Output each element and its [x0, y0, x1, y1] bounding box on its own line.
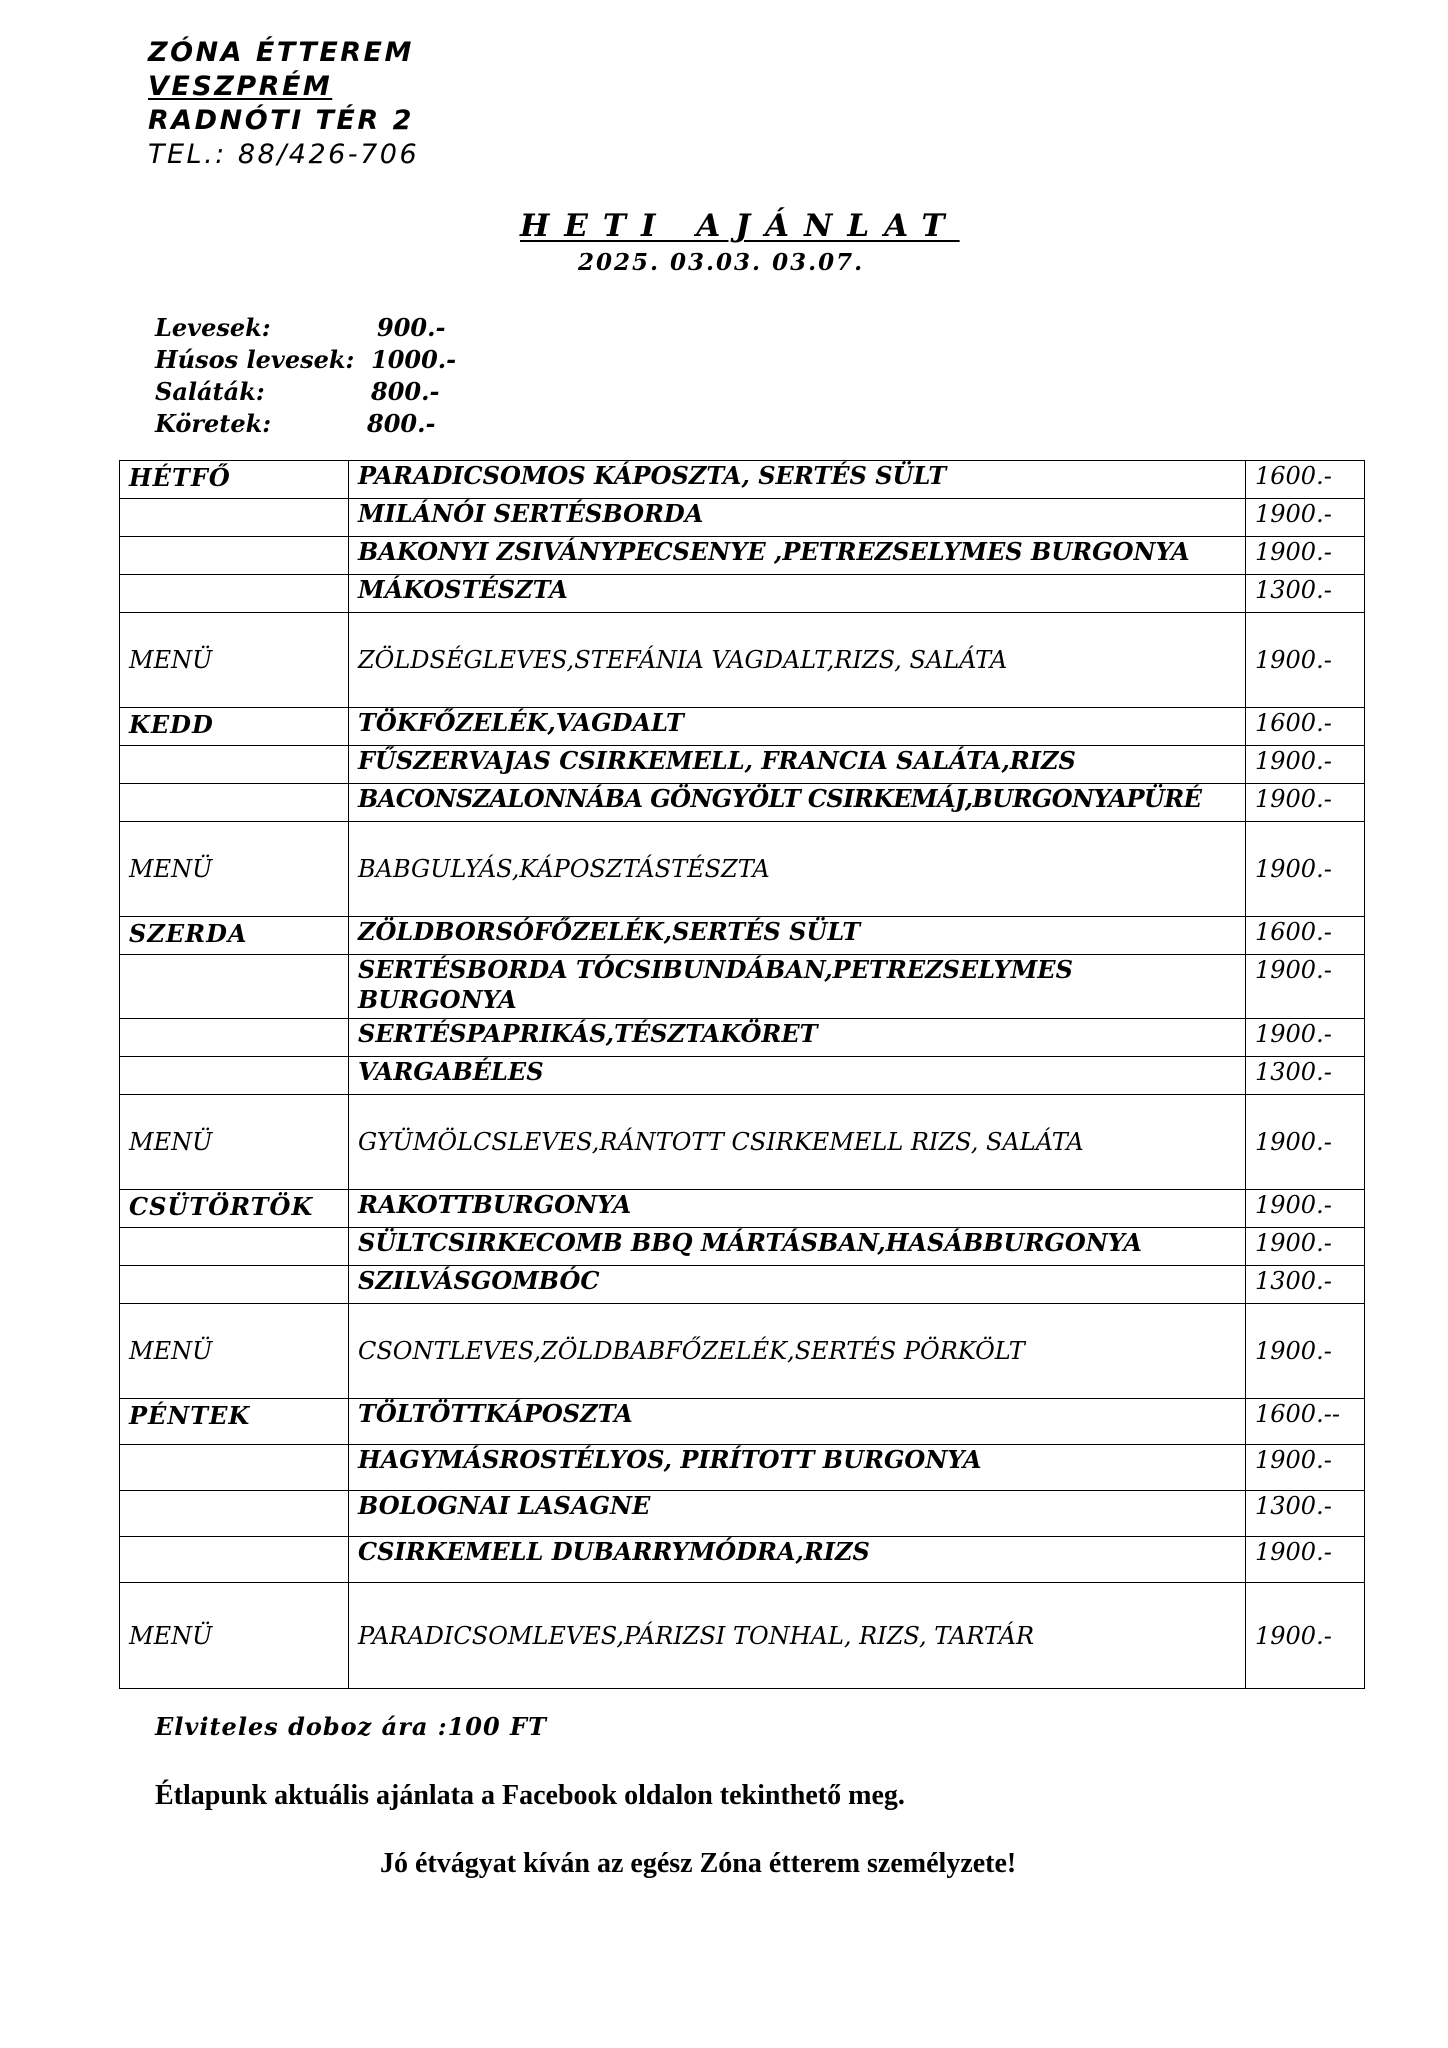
empty-day-cell: [120, 575, 349, 613]
dish-price: 1900.-: [1246, 1019, 1365, 1057]
set-menu-row: [120, 822, 1365, 917]
dish-name: BOLOGNAI LASAGNE: [349, 1491, 1246, 1537]
table-row: [120, 1266, 1365, 1304]
table-row: [120, 1228, 1365, 1266]
dish-name: [349, 955, 1246, 1019]
table-row: [120, 1537, 1365, 1583]
set-menu-label: MENÜ: [120, 1304, 349, 1399]
set-menu-row: [120, 613, 1365, 708]
dish-name: ZÖLDBORSÓFŐZELÉK,SERTÉS SÜLT: [349, 917, 1246, 955]
dish-name: MILÁNÓI SERTÉSBORDA: [349, 499, 1246, 537]
empty-day-cell: [120, 1228, 349, 1266]
dish-price: 1900.-: [1246, 1537, 1365, 1583]
dish-name: TÖKFŐZELÉK,VAGDALT: [349, 708, 1246, 746]
table-row: [120, 955, 1365, 1019]
table-row: [120, 746, 1365, 784]
dish-price: 1900.-: [1246, 1445, 1365, 1491]
table-row: [120, 1190, 1365, 1228]
dish-name: FŰSZERVAJAS CSIRKEMELL, FRANCIA SALÁTA,RIZS: [349, 746, 1246, 784]
set-menu-price: 1900.-: [1246, 1583, 1365, 1689]
greeting-text: Jó étvágyat kíván az egész Zóna étterem személyzete!: [380, 1848, 1017, 1879]
day-label: HÉTFŐ: [120, 461, 349, 499]
dish-price: 1900.-: [1246, 1190, 1365, 1228]
empty-day-cell: [120, 784, 349, 822]
set-menu-name: BABGULYÁS,KÁPOSZTÁSTÉSZTA: [349, 822, 1246, 917]
empty-day-cell: [120, 499, 349, 537]
table-row: [120, 537, 1365, 575]
empty-day-cell: [120, 1491, 349, 1537]
dish-name: TÖLTÖTTKÁPOSZTA: [349, 1399, 1246, 1445]
dish-name: VARGABÉLES: [349, 1057, 1246, 1095]
table-row: [120, 1019, 1365, 1057]
set-menu-name: CSONTLEVES,ZÖLDBABFŐZELÉK,SERTÉS PÖRKÖLT: [349, 1304, 1246, 1399]
dish-price: 1600.-: [1246, 917, 1365, 955]
dish-name: SZILVÁSGOMBÓC: [349, 1266, 1246, 1304]
day-label: KEDD: [120, 708, 349, 746]
day-label: PÉNTEK: [120, 1399, 349, 1445]
table-row: [120, 1057, 1365, 1095]
set-menu-price: 1900.-: [1246, 1095, 1365, 1190]
weekly-menu-table: [119, 460, 1365, 1689]
week-date-range: 2025. 03.03. 03.07.: [578, 249, 865, 276]
set-menu-row: [120, 1583, 1365, 1689]
dish-name: HAGYMÁSROSTÉLYOS, PIRÍTOTT BURGONYA: [349, 1445, 1246, 1491]
restaurant-phone: TEL.: 88/426-706: [148, 139, 420, 170]
dish-name: PARADICSOMOS KÁPOSZTA, SERTÉS SÜLT: [349, 461, 1246, 499]
restaurant-header: [148, 36, 419, 172]
set-menu-price: 1900.-: [1246, 822, 1365, 917]
page-title: HETI AJÁNLAT: [520, 208, 960, 244]
base-price-label: Húsos levesek:: [155, 345, 355, 374]
table-row: [120, 1491, 1365, 1537]
dish-price: 1900.-: [1246, 784, 1365, 822]
dish-name: SERTÉSPAPRIKÁS,TÉSZTAKÖRET: [349, 1019, 1246, 1057]
table-row: [120, 499, 1365, 537]
day-label: CSÜTÖRTÖK: [120, 1190, 349, 1228]
facebook-note: Étlapunk aktuális ajánlata a Facebook oldalon tekinthető meg.: [155, 1780, 905, 1811]
dish-price: 1900.-: [1246, 955, 1365, 1019]
day-label: SZERDA: [120, 917, 349, 955]
base-price-value: 1000.-: [371, 345, 457, 374]
empty-day-cell: [120, 1537, 349, 1583]
base-price-value: 800.-: [367, 409, 436, 438]
dish-name: SÜLTCSIRKECOMB BBQ MÁRTÁSBAN,HASÁBBURGONYA: [349, 1228, 1246, 1266]
set-menu-label: MENÜ: [120, 613, 349, 708]
restaurant-name: ZÓNA ÉTTEREM: [148, 37, 414, 68]
dish-price: 1900.-: [1246, 746, 1365, 784]
set-menu-price: 1900.-: [1246, 613, 1365, 708]
dish-price: 1900.-: [1246, 1228, 1365, 1266]
base-price-label: Levesek:: [155, 313, 271, 342]
dish-name: CSIRKEMELL DUBARRYMÓDRA,RIZS: [349, 1537, 1246, 1583]
dish-name: RAKOTTBURGONYA: [349, 1190, 1246, 1228]
dish-name: BACONSZALONNÁBA GÖNGYÖLT CSIRKEMÁJ,BURGONYAPÜRÉ: [349, 784, 1246, 822]
empty-day-cell: [120, 1019, 349, 1057]
table-row: [120, 917, 1365, 955]
dish-price: 1300.-: [1246, 1057, 1365, 1095]
dish-price: 1900.-: [1246, 499, 1365, 537]
table-row: [120, 461, 1365, 499]
dish-price: 1300.-: [1246, 575, 1365, 613]
table-row: [120, 575, 1365, 613]
dish-price: 1300.-: [1246, 1266, 1365, 1304]
empty-day-cell: [120, 1057, 349, 1095]
set-menu-label: MENÜ: [120, 1583, 349, 1689]
set-menu-name: GYÜMÖLCSLEVES,RÁNTOTT CSIRKEMELL RIZS, SALÁTA: [349, 1095, 1246, 1190]
set-menu-name: PARADICSOMLEVES,PÁRIZSI TONHAL, RIZS, TARTÁR: [349, 1583, 1246, 1689]
set-menu-label: MENÜ: [120, 1095, 349, 1190]
set-menu-row: [120, 1304, 1365, 1399]
dish-name: MÁKOSTÉSZTA: [349, 575, 1246, 613]
dish-name-text: SERTÉSBORDA TÓCSIBUNDÁBAN,PETREZSELYMES BURGONYA: [358, 955, 1073, 1014]
dish-price: 1300.-: [1246, 1491, 1365, 1537]
base-price-value: 800.-: [371, 377, 440, 406]
dish-price: 1900.-: [1246, 537, 1365, 575]
empty-day-cell: [120, 955, 349, 1019]
dish-price: 1600.--: [1246, 1399, 1365, 1445]
set-menu-name: ZÖLDSÉGLEVES,STEFÁNIA VAGDALT,RIZS, SALÁTA: [349, 613, 1246, 708]
table-row: [120, 1445, 1365, 1491]
table-row: [120, 784, 1365, 822]
dish-name: BAKONYI ZSIVÁNYPECSENYE ,PETREZSELYMES BURGONYA: [349, 537, 1246, 575]
dish-price: 1600.-: [1246, 708, 1365, 746]
table-row: [120, 708, 1365, 746]
base-price-label: Köretek:: [155, 409, 272, 438]
empty-day-cell: [120, 1266, 349, 1304]
base-price-value: 900.-: [377, 313, 446, 342]
restaurant-city: VESZPRÉM: [148, 71, 333, 102]
empty-day-cell: [120, 537, 349, 575]
takeaway-box-price: Elviteles doboz ára :100 FT: [155, 1712, 547, 1741]
table-row: [120, 1399, 1365, 1445]
base-price-label: Saláták:: [155, 377, 265, 406]
set-menu-row: [120, 1095, 1365, 1190]
set-menu-label: MENÜ: [120, 822, 349, 917]
dish-price: 1600.-: [1246, 461, 1365, 499]
empty-day-cell: [120, 1445, 349, 1491]
empty-day-cell: [120, 746, 349, 784]
set-menu-price: 1900.-: [1246, 1304, 1365, 1399]
restaurant-address: RADNÓTI TÉR 2: [148, 105, 414, 136]
